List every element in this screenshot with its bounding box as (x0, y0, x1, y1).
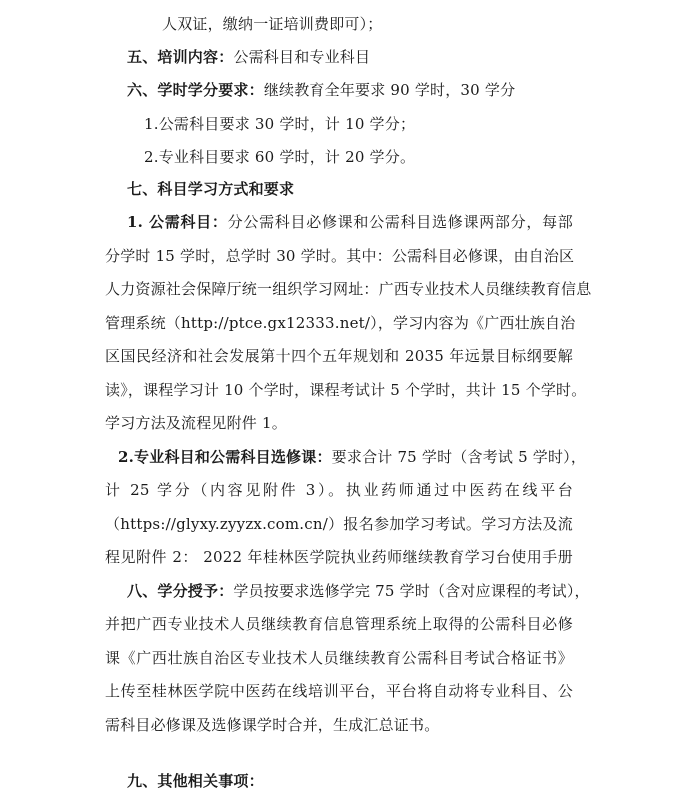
section-8-first-line (127, 581, 590, 601)
text-line (105, 648, 573, 668)
para-2-first-line (118, 447, 587, 467)
line-text: 课《广西壮族自治区专业技术人员继续教育公需科目考试合格证书》 (105, 649, 573, 667)
line-text: 管理系统（http://ptce.gx12333.net/），学习内容为《广西壮族自治 (105, 314, 576, 332)
line-text: 并把广西专业技术人员继续教育信息管理系统上取得的公需科目必修 (105, 615, 573, 633)
section-6-heading: 六、学时学分要求： (127, 81, 264, 99)
section-9-heading (127, 771, 264, 791)
line-text: （https://glyxy.zyyzx.com.cn/）报名参加学习考试。学习方法及流 (105, 515, 573, 533)
text-line (105, 514, 573, 534)
text-line (105, 313, 576, 333)
line-text: 九、其他相关事项： (127, 772, 264, 790)
line-text: 程见附件 2： 2022 年桂林医学院执业药师继续教育学习台使用手册 (105, 548, 573, 566)
section-5 (127, 47, 370, 67)
line-text: 学习方法及流程见附件 1。 (105, 414, 287, 432)
section-5-heading: 五、培训内容： (127, 48, 234, 66)
line-text: 需科目必修课及选修课学时合并，生成汇总证书。 (105, 716, 440, 734)
para-2-heading: 2.专业科目和公需科目选修课： (118, 448, 332, 466)
text-line (105, 547, 573, 567)
text-line (105, 246, 573, 266)
text-line (105, 380, 587, 400)
line-text: 1.公需科目要求 30 学时，计 10 学分； (144, 115, 416, 133)
text-line (105, 346, 573, 366)
line-text: 人力资源社会保障厅统一组织学习网址：广西专业技术人员继续教育信息 (105, 280, 592, 298)
text-line (105, 480, 573, 500)
line-text: 七、科目学习方式和要求 (127, 180, 295, 198)
line-text: 学员按要求选修学完 75 学时（含对应课程的考试）， (233, 582, 590, 600)
text-line (105, 681, 573, 701)
line-text: 区国民经济和社会发展第十四个五年规划和 2035 年远景目标纲要解 (105, 347, 573, 365)
para-1-heading: 1. 公需科目： (127, 213, 228, 231)
para-1-first-line (127, 212, 573, 232)
section-6 (127, 80, 515, 100)
section-8-heading: 八、学分授予： (127, 582, 234, 600)
line-text: 上传至桂林医学院中医药在线培训平台，平台将自动将专业科目、公 (105, 682, 573, 700)
text-line (105, 715, 439, 735)
section-6-body: 继续教育全年要求 90 学时，30 学分 (263, 81, 516, 99)
line-text: 分学时 15 学时，总学时 30 学时。其中：公需科目必修课，由自治区 (105, 247, 575, 265)
line-text: 计 25 学分（内容见附件 3）。执业药师通过中医药在线平台 (105, 481, 573, 499)
line-text: 要求合计 75 学时（含考试 5 学时）， (331, 448, 587, 466)
text-line (162, 14, 383, 34)
text-line (105, 279, 592, 299)
text-line (144, 114, 415, 134)
line-text: 2.专业科目要求 60 学时，计 20 学分。 (144, 148, 416, 166)
text-line (105, 614, 573, 634)
text-line (105, 413, 287, 433)
text-line (144, 147, 415, 167)
line-text: 人双证，缴纳一证培训费即可）； (162, 15, 383, 33)
line-text: 读》，课程学习计 10 个学时，课程考试计 5 个学时，共计 15 个学时。 (105, 381, 587, 399)
section-7-heading (127, 179, 294, 199)
line-text: 分公需科目必修课和公需科目选修课两部分，每部 (227, 213, 574, 231)
section-5-body: 公需科目和专业科目 (233, 48, 371, 66)
